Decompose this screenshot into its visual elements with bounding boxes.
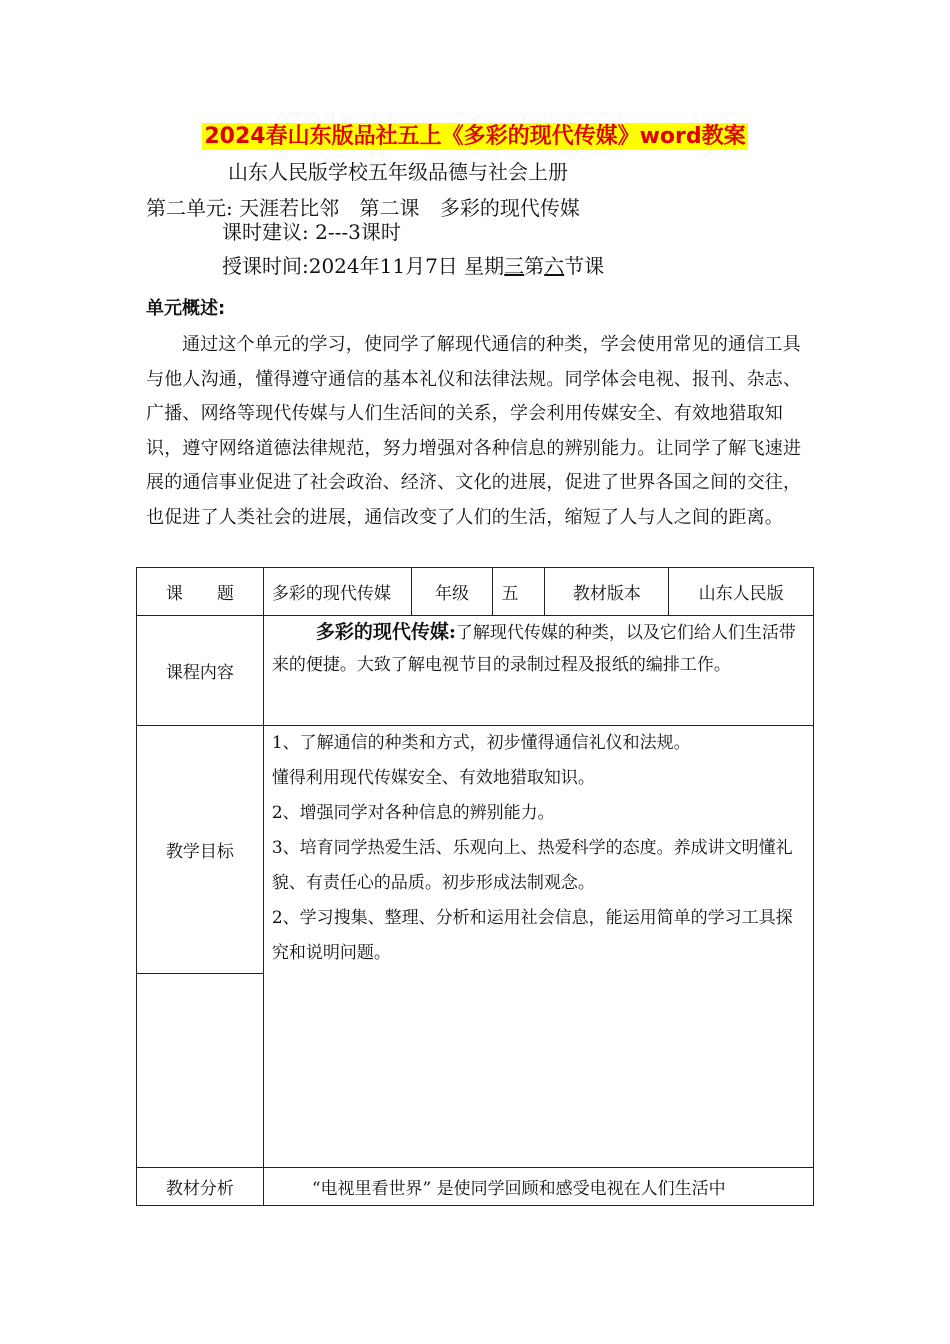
document-title xyxy=(0,122,950,152)
analysis-value-cell: “电视里看世界” 是使同学回顾和感受电视在人们生活中 xyxy=(263,1168,813,1206)
period-value: 六 xyxy=(544,254,565,278)
goal-item: 2、学习搜集、整理、分析和运用社会信息，能运用简单的学习工具探究和说明问题。 xyxy=(271,908,793,963)
goal-item: 2、增强同学对各种信息的辨别能力。 xyxy=(271,803,555,823)
overview-paragraph: 通过这个单元的学习，使同学了解现代通信的种类，学会使用常见的通信工具与他人沟通，懂得遵守通信的基本礼仪和法律法规。同学体会电视、报刊、杂志、广播、网络等现代传媒与人们生活间的关系，学会利用传媒安全、有效地猎取知识，遵守网络道德法律规范，努力增强对各种信息的辨别能力。让同学了解飞速进展的通信事业促进了社会政治、经济、文化的进展，促进了世界各国之间的交往，也促进了人类社会的进展，通信改变了人们的生活，缩短了人与人之间的距离。 xyxy=(146,334,802,528)
publisher-line: 山东人民版学校五年级品德与社会上册 xyxy=(228,160,568,184)
lesson-label: 第二课 xyxy=(359,196,420,220)
goals-label-cell: 教学目标 xyxy=(137,726,264,974)
time-mid: 第 xyxy=(524,254,545,278)
table-row xyxy=(137,1168,814,1206)
overview-heading: 单元概述: xyxy=(146,298,226,319)
unit-label: 第二单元: 天涯若比邻 xyxy=(146,196,340,220)
grade-label-cell: 年级 xyxy=(411,568,493,616)
grade-value-cell: 五 xyxy=(493,568,545,616)
analysis-label-cell: 教材分析 xyxy=(137,1168,264,1206)
time-suffix: 节课 xyxy=(564,254,605,278)
table-row xyxy=(137,726,814,974)
lesson-topic: 多彩的现代传媒 xyxy=(439,196,580,220)
topic-label-cell: 课 题 xyxy=(137,568,264,616)
lesson-plan-table xyxy=(136,567,814,1206)
topic-value-cell: 多彩的现代传媒 xyxy=(263,568,411,616)
time-line xyxy=(222,252,604,280)
time-prefix: 授课时间:2024年11月7日 星期 xyxy=(222,254,505,278)
content-label-cell: 课程内容 xyxy=(137,616,264,726)
title-highlight: 2024春山东版品社五上《多彩的现代传媒》word教案 xyxy=(204,124,746,149)
goal-item: 1、了解通信的种类和方式，初步懂得通信礼仪和法规。 xyxy=(271,733,691,753)
empty-cell xyxy=(137,974,264,1168)
table-row xyxy=(137,568,814,616)
content-keyword: 多彩的现代传媒: xyxy=(315,621,456,643)
goal-item: 懂得利用现代传媒安全、有效地猎取知识。 xyxy=(271,768,595,788)
goals-value-cell xyxy=(263,726,813,1168)
weekday-value: 三 xyxy=(504,254,525,278)
hours-line: 课时建议: 2---3课时 xyxy=(222,220,401,244)
edition-label-cell: 教材版本 xyxy=(545,568,669,616)
content-value-cell xyxy=(263,616,813,726)
content-text: 了解现代传媒的种类，以及它们给人们生活带来的便捷。大致了解电视节目的录制过程及报纸的编排工作。 xyxy=(271,623,796,675)
table-row xyxy=(137,616,814,726)
edition-value-cell: 山东人民版 xyxy=(669,568,814,616)
goal-item: 3、培育同学热爱生活、乐观向上、热爱科学的态度。养成讲文明懂礼貌、有责任心的品质。初步形成法制观念。 xyxy=(271,838,793,893)
